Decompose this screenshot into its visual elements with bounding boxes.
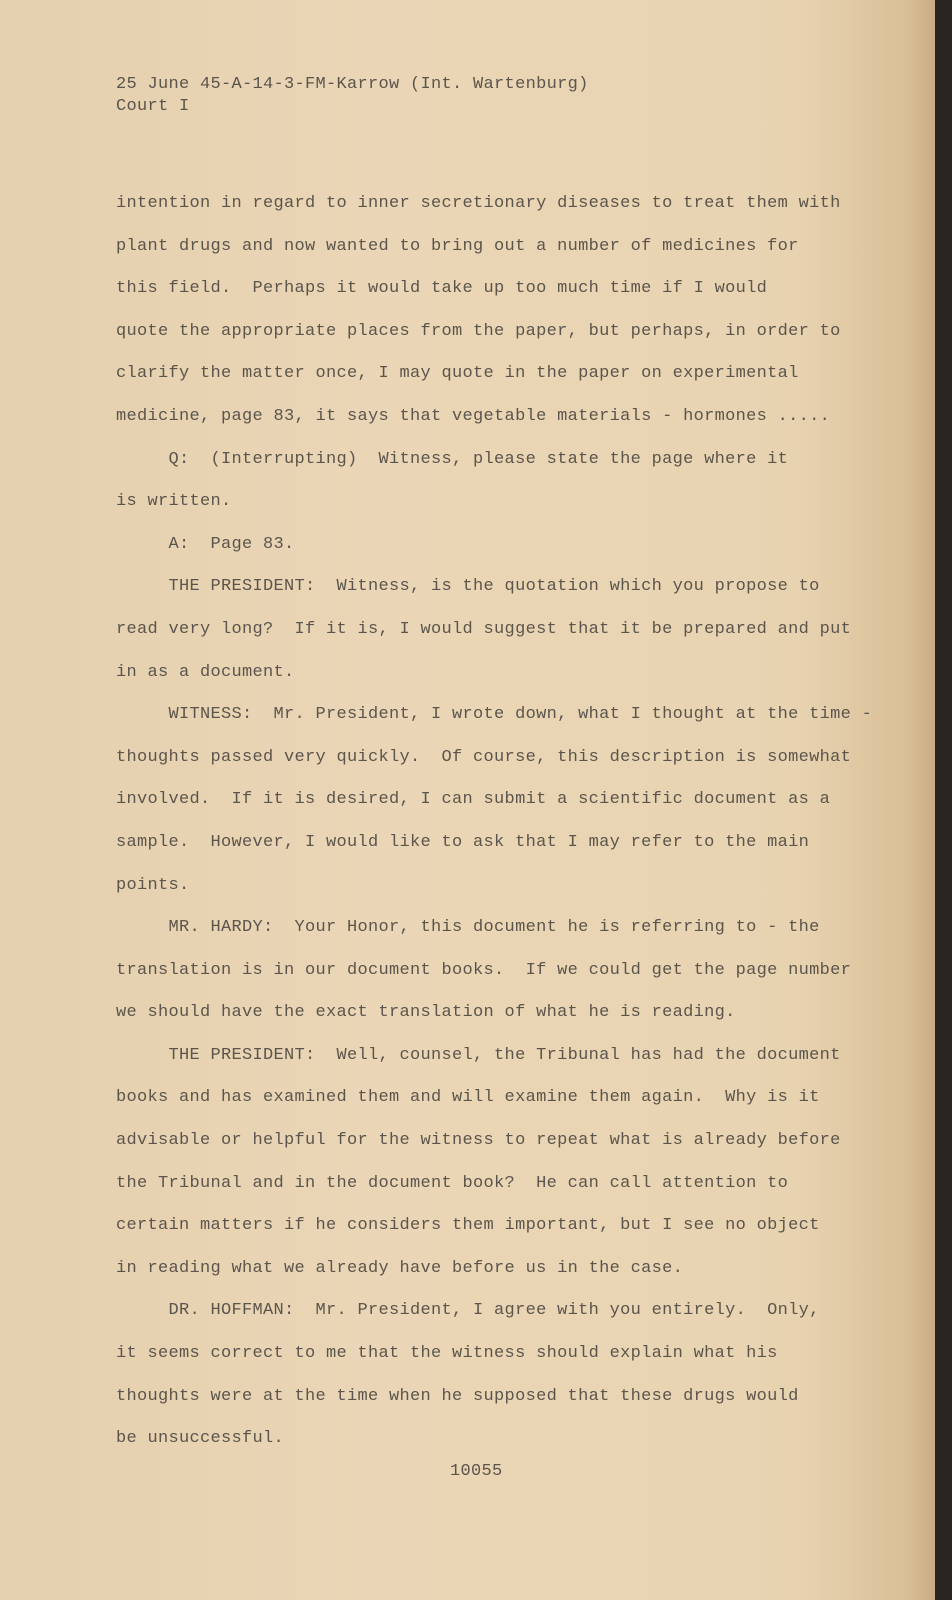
- transcript-line: this field. Perhaps it would take up too much time if I would: [116, 279, 768, 299]
- header-court-line: Court I: [116, 97, 190, 116]
- transcript-line: be unsuccessful.: [116, 1429, 285, 1449]
- transcript-line: Q: (Interrupting) Witness, please state the page where it: [116, 449, 789, 469]
- transcript-line: involved. If it is desired, I can submit a scientific document as a: [116, 790, 831, 810]
- transcript-line: thoughts passed very quickly. Of course, this description is somewhat: [116, 747, 852, 767]
- transcript-line: WITNESS: Mr. President, I wrote down, what I thought at the time -: [116, 705, 873, 725]
- transcript-line: THE PRESIDENT: Witness, is the quotation which you propose to: [116, 577, 820, 597]
- transcript-line: MR. HARDY: Your Honor, this document he is referring to - the: [116, 918, 820, 938]
- transcript-line: points.: [116, 875, 190, 895]
- transcript-line: translation is in our document books. If we could get the page number: [116, 960, 852, 980]
- transcript-line: clarify the matter once, I may quote in the paper on experimental: [116, 364, 799, 384]
- transcript-line: quote the appropriate places from the paper, but perhaps, in order to: [116, 321, 841, 341]
- transcript-line: thoughts were at the time when he supposed that these drugs would: [116, 1386, 799, 1406]
- page-number: 10055: [450, 1462, 503, 1481]
- transcript-line: sample. However, I would like to ask that I may refer to the main: [116, 832, 810, 852]
- transcript-line: DR. HOFFMAN: Mr. President, I agree with you entirely. Only,: [116, 1301, 820, 1321]
- transcript-line: the Tribunal and in the document book? He can call attention to: [116, 1173, 789, 1193]
- transcript-line: medicine, page 83, it says that vegetable materials - hormones .....: [116, 406, 831, 426]
- transcript-line: plant drugs and now wanted to bring out a number of medicines for: [116, 236, 799, 256]
- document-header: [116, 74, 589, 118]
- transcript-line: books and has examined them and will examine them again. Why is it: [116, 1088, 820, 1108]
- transcript-line: advisable or helpful for the witness to repeat what is already before: [116, 1131, 841, 1151]
- header-case-line: 25 June 45-A-14-3-FM-Karrow (Int. Wartenburg): [116, 75, 589, 94]
- transcript-line: is written.: [116, 492, 232, 512]
- transcript-line: A: Page 83.: [116, 534, 295, 554]
- transcript-line: intention in regard to inner secretionary diseases to treat them with: [116, 194, 841, 213]
- transcript-body: [116, 190, 872, 1468]
- transcript-line: in as a document.: [116, 662, 295, 682]
- transcript-line: certain matters if he considers them important, but I see no object: [116, 1216, 820, 1236]
- transcript-line: it seems correct to me that the witness should explain what his: [116, 1344, 778, 1364]
- transcript-line: read very long? If it is, I would suggest that it be prepared and put: [116, 619, 852, 639]
- transcript-line: THE PRESIDENT: Well, counsel, the Tribunal has had the document: [116, 1045, 841, 1065]
- transcript-line: in reading what we already have before us in the case.: [116, 1258, 684, 1278]
- transcript-line: we should have the exact translation of what he is reading.: [116, 1003, 736, 1023]
